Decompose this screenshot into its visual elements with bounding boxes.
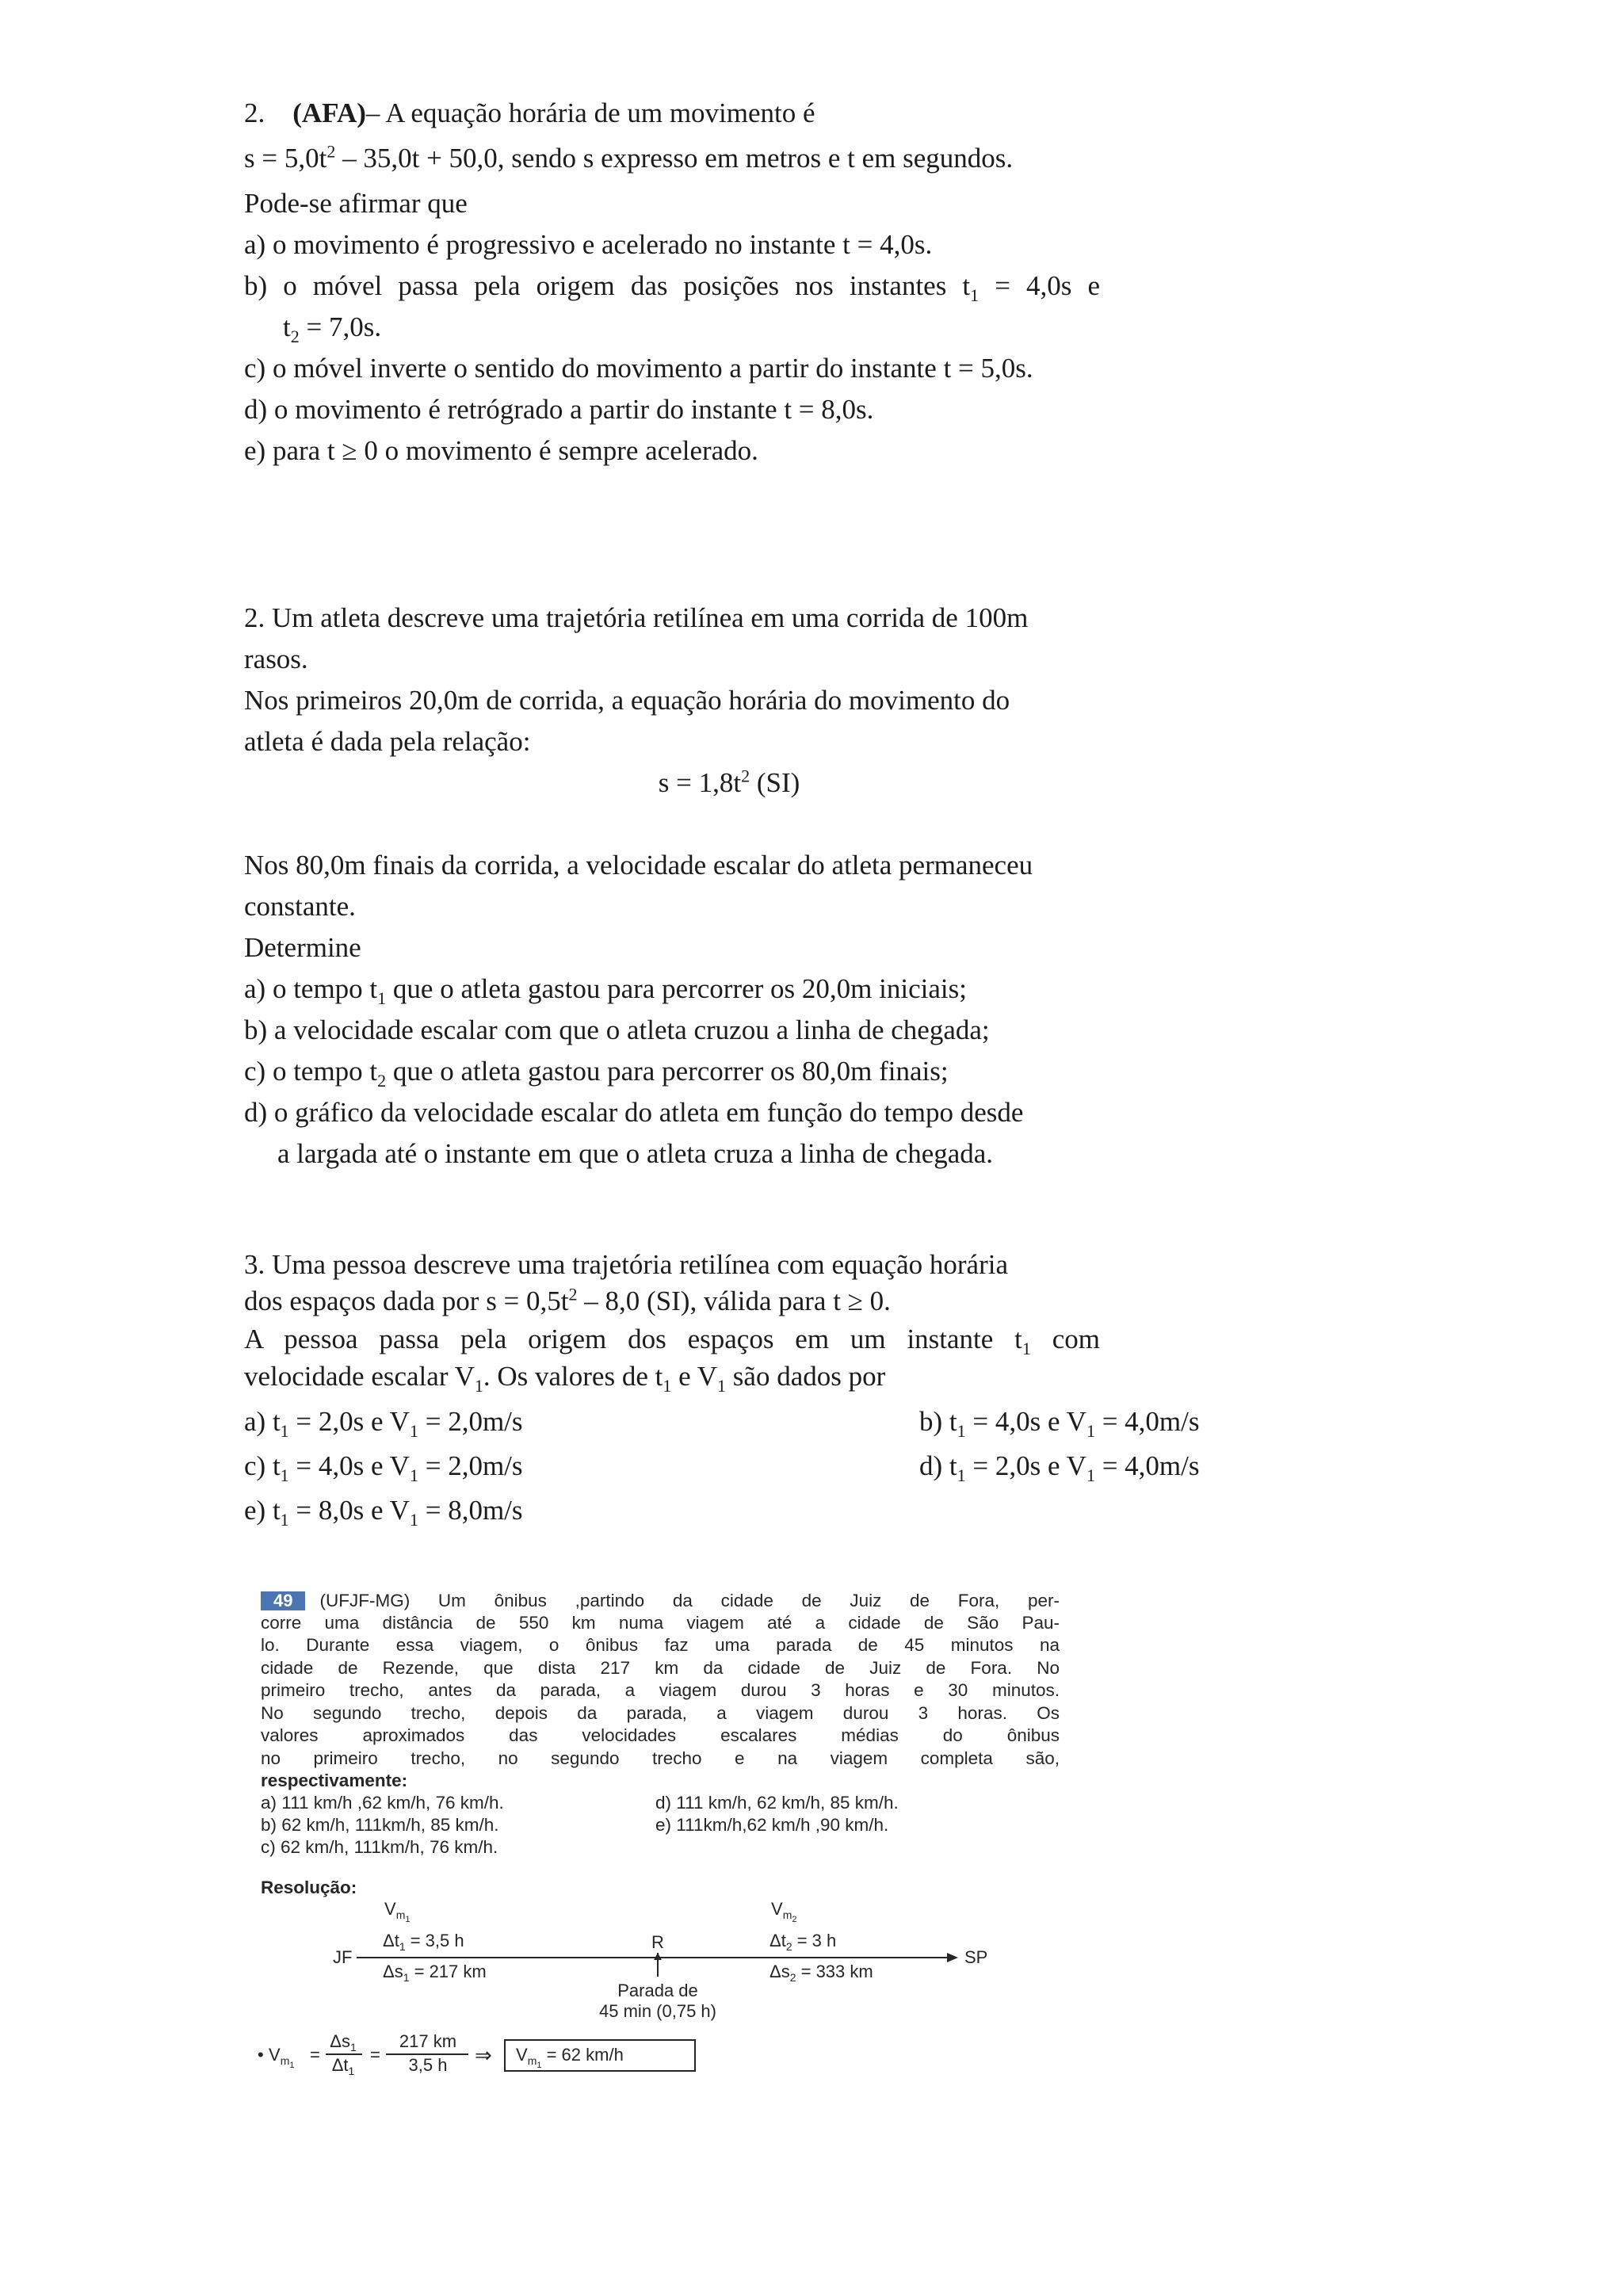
stop-marker-arrow [654, 1953, 662, 1960]
afa-option-e: e) para t ≥ 0 o movimento é sempre acelerado. [244, 435, 758, 466]
pessoa-options-row-1 [244, 1403, 1200, 1441]
atleta-line-4: atleta é dada pela relação: [244, 726, 531, 757]
q49-line-8: no primeiro trecho, no segundo trecho e na viagem completa são, [261, 1748, 1060, 1768]
atleta-item-d-cont: a largada até o instante em que o atleta cruza a linha de chegada. [277, 1138, 994, 1169]
question-number: 2. [244, 97, 265, 128]
atleta-line-7: Determine [244, 932, 361, 963]
q49-line-6: No segundo trecho, depois da parada, a viagem durou 3 horas. Os [261, 1703, 1060, 1723]
ds2-label: $\Delta s_2 = 333$ km [769, 1962, 873, 1984]
formula-lhs: $V_m1$ [269, 2045, 295, 2070]
formula-num-2: 217 km [399, 2031, 457, 2051]
q49-resolucao-heading: Resolução: [261, 1878, 357, 1897]
afa-prompt: Pode-se afirmar que [244, 188, 468, 219]
q49-line-5: primeiro trecho, antes da parada, a viagem durou 3 horas e 30 minutos. [261, 1680, 1060, 1700]
city-jf-label: JF [333, 1947, 353, 1967]
afa-equation-line: $s = 5,0t^2 - 35,0t + 50,0$, sendo s expresso em metros e t em segundos. [244, 141, 1014, 174]
afa-stem-line: 2. (AFA)– A equação horária de um movimento é [244, 97, 815, 128]
pessoa-option-c: c) $t_1 = 4,0s$ e $V_1 = 2,0m/s$ [244, 1450, 523, 1485]
afa-option-d: d) o movimento é retrógrado a partir do instante t = 8,0s. [244, 394, 874, 425]
formula-den-1: $\Delta t_1$ [331, 2055, 355, 2077]
atleta-line-5: Nos 80,0m finais da corrida, a velocidade escalar do atleta permaneceu [244, 850, 1033, 881]
formula-bullet: • [258, 2045, 264, 2065]
formula-implies: ⇒ [475, 2043, 492, 2067]
pessoa-option-a: a) $t_1 = 2,0s$ e $V_1 = 2,0m/s$ [244, 1406, 523, 1441]
q49-option-e: e) 111km/h,62 km/h ,90 km/h. [655, 1815, 889, 1835]
q49-line-3: lo. Durante essa viagem, o ônibus faz uma parada de 45 minutos na [261, 1635, 1060, 1655]
formula-eq-2: = [370, 2045, 380, 2065]
pessoa-line-3: A pessoa passa pela origem dos espaços em um instante $t_1$ com [244, 1324, 1100, 1358]
q49-line-1: 49 (UFJF-MG) Um ônibus ,partindo da cidade de Juiz de Fora, per- [261, 1590, 1060, 1612]
pessoa-option-b: b) $t_1 = 4,0s$ e $V_1 = 4,0m/s$ [919, 1406, 1200, 1441]
question-source: (AFA) [292, 97, 366, 128]
atleta-item-c: c) o tempo $t_2$ que o atleta gastou para percorrer os 80,0m finais; [244, 1056, 949, 1091]
formula-result: $V_m1 = 62$ km/h [516, 2045, 624, 2070]
pessoa-options-row-2 [244, 1447, 1200, 1485]
route-diagram [258, 1587, 1066, 2079]
atleta-line-1: 2. Um atleta descreve uma trajetória retilínea em uma corrida de 100m [244, 602, 1029, 633]
q49-line-2: corre uma distância de 550 km numa viagem até a cidade de São Pau- [261, 1613, 1060, 1633]
question-badge: 49 [261, 1591, 305, 1610]
afa-option-a: a) o movimento é progressivo e acelerado no instante t = 4,0s. [244, 229, 933, 260]
q49-line-4: cidade de Rezende, que dista 217 km da cidade de Juiz de Fora. No [261, 1658, 1060, 1678]
q49-line-7: valores aproximados das velocidades escalares médias do ônibus [261, 1725, 1060, 1745]
afa-option-c: c) o móvel inverte o sentido do movimento a partir do instante t = 5,0s. [244, 353, 1033, 384]
afa-option-b: b) o móvel passa pela origem das posições nos instantes $t_1 = 4,0s$ e [244, 270, 1100, 305]
pessoa-line-2: dos espaços dada por $s = 0,5t^2 - 8,0$ (SI), válida para t ≥ 0. [244, 1284, 891, 1316]
formula-num-1: $\Delta s_1$ [330, 2031, 357, 2053]
pessoa-line-4: velocidade escalar $V_1$. Os valores de $t_1$ e $V_1$ são dados por [244, 1361, 886, 1396]
ds1-label: $\Delta s_1 = 217$ km [383, 1962, 487, 1984]
vm1-label: $V_m1$ [384, 1899, 411, 1924]
atleta-item-b: b) a velocidade escalar com que o atleta cruzou a linha de chegada; [244, 1014, 990, 1045]
dt2-label: $\Delta t_2 = 3$ h [769, 1931, 837, 1953]
pessoa-option-d: d) $t_1 = 2,0s$ e $V_1 = 4,0m/s$ [919, 1450, 1200, 1485]
q49-option-c: c) 62 km/h, 111km/h, 76 km/h. [261, 1837, 498, 1857]
city-r-label: R [651, 1932, 664, 1952]
atleta-equation: $s = 1,8t^2$ (SI) [658, 766, 800, 798]
formula-eq-1: = [310, 2045, 320, 2065]
q49-line-9: respectivamente: [261, 1771, 408, 1790]
q49-option-b: b) 62 km/h, 111km/h, 85 km/h. [261, 1815, 499, 1835]
atleta-line-3: Nos primeiros 20,0m de corrida, a equação horária do movimento do [244, 685, 1010, 716]
stop-caption-1: Parada de [617, 1981, 698, 2000]
q49-option-a: a) 111 km/h ,62 km/h, 76 km/h. [261, 1793, 504, 1813]
pessoa-line-1: 3. Uma pessoa descreve uma trajetória retilínea com equação horária [244, 1249, 1008, 1280]
atleta-line-6: constante. [244, 891, 356, 922]
atleta-item-a: a) o tempo $t_1$ que o atleta gastou para percorrer os 20,0m iniciais; [244, 973, 967, 1008]
formula-den-2: 3,5 h [408, 2055, 448, 2075]
stop-caption-2: 45 min (0,75 h) [599, 2001, 716, 2021]
dt1-label: $\Delta t_1 = 3,5$ h [383, 1931, 464, 1953]
pessoa-option-e: e) $t_1 = 8,0s$ e $V_1 = 8,0m/s$ [244, 1495, 523, 1530]
vm2-label: $V_m2$ [771, 1899, 797, 1924]
afa-option-b-cont: $t_2 = 7,0s$. [283, 311, 382, 346]
atleta-item-d: d) o gráfico da velocidade escalar do atleta em função do tempo desde [244, 1097, 1024, 1128]
city-sp-label: SP [964, 1947, 988, 1967]
route-arrowhead [947, 1953, 958, 1962]
atleta-line-2: rasos. [244, 644, 308, 674]
q49-option-d: d) 111 km/h, 62 km/h, 85 km/h. [655, 1793, 899, 1813]
